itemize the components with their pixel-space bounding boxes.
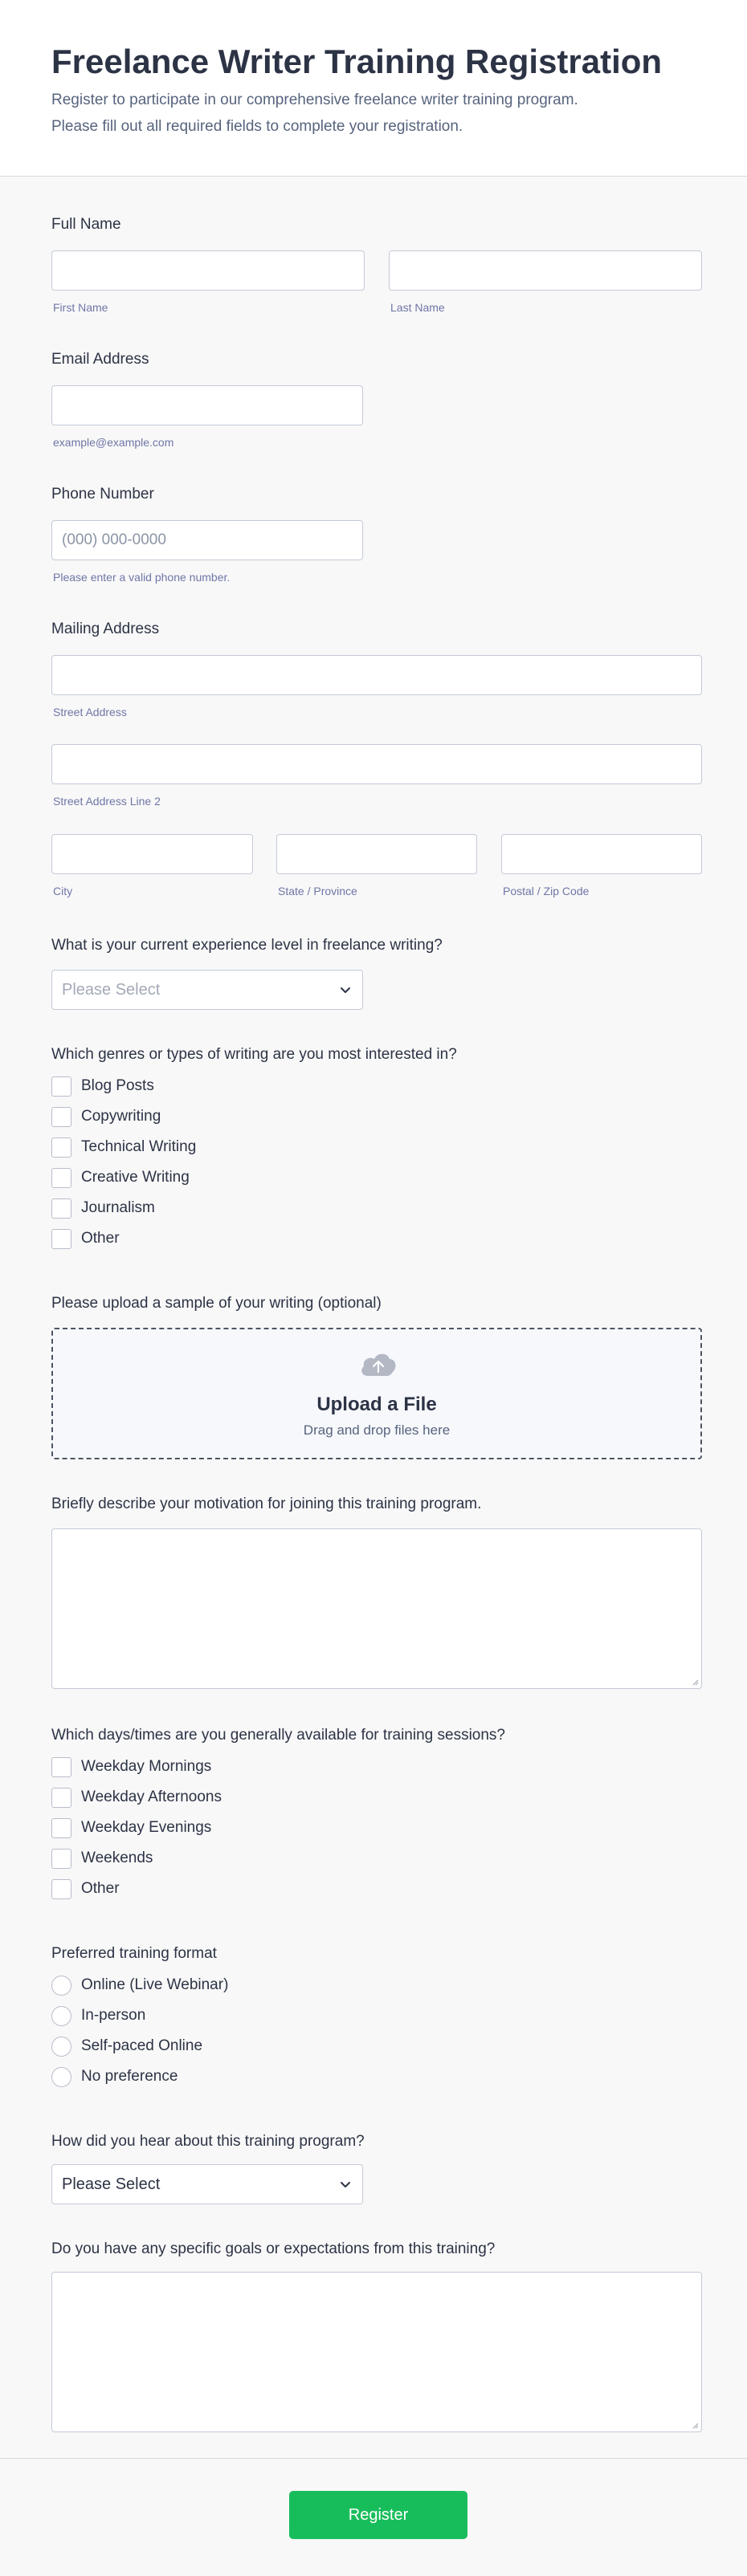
street-address-sublabel: Street Address [53,706,127,718]
phone-field [51,485,702,584]
availability-label: Which days/times are you generally available for training sessions? [51,1727,505,1744]
availability-option-weekday-afternoons[interactable]: Weekday Afternoons [51,1782,222,1813]
training-format-options [51,1970,228,2092]
email-field [51,350,702,449]
email-input[interactable] [51,385,363,425]
cloud-upload-icon [358,1349,398,1379]
genre-option-journalism[interactable]: Journalism [51,1193,196,1223]
availability-field [51,1726,702,1897]
phone-sublabel: Please enter a valid phone number. [53,571,231,584]
motivation-label: Briefly describe your motivation for joining this training program. [51,1496,482,1512]
checkbox[interactable] [51,1788,71,1808]
form-description-line-1: Register to participate in our comprehensive freelance writer training program. [51,92,578,108]
availability-option-weekends[interactable]: Weekends [51,1843,222,1874]
genre-option-copywriting[interactable]: Copywriting [51,1101,196,1132]
motivation-field [51,1495,702,1514]
training-format-field [51,1944,702,2085]
format-option-self-paced[interactable]: Self-paced Online [51,2031,228,2061]
format-option-online-webinar[interactable]: Online (Live Webinar) [51,1970,228,2000]
form-footer [0,2458,747,2576]
zip-input[interactable] [501,834,702,874]
state-sublabel: State / Province [278,885,357,897]
first-name-input[interactable] [51,250,365,291]
checkbox[interactable] [51,1757,71,1777]
genres-field [51,1045,702,1247]
genres-label: Which genres or types of writing are you most interested in? [51,1046,457,1063]
city-sublabel: City [53,885,73,897]
phone-input[interactable]: (000) 000-0000 [51,520,363,560]
genre-option-blog-posts[interactable]: Blog Posts [51,1071,196,1101]
checkbox[interactable] [51,1198,71,1219]
referral-label: How did you hear about this training program? [51,2133,365,2150]
goals-label: Do you have any specific goals or expectations from this training? [51,2240,496,2257]
form-header [0,0,747,177]
experience-select-value: Please Select [62,981,161,999]
referral-select[interactable] [51,2164,363,2204]
chevron-down-icon [338,2177,353,2191]
availability-option-weekday-mornings[interactable]: Weekday Mornings [51,1752,222,1782]
street-address-line2-input[interactable] [51,744,702,784]
resize-grip-icon[interactable] [691,1678,699,1686]
experience-field [51,936,702,999]
street-address-input[interactable] [51,655,702,695]
upload-title: Upload a File [316,1394,437,1415]
goals-field [51,2240,702,2259]
checkbox[interactable] [51,1879,71,1899]
file-upload-dropzone[interactable] [51,1328,702,1459]
experience-select[interactable] [51,970,363,1010]
radio-button[interactable] [51,2037,71,2057]
training-format-label: Preferred training format [51,1945,217,1962]
genre-option-creative-writing[interactable]: Creative Writing [51,1162,196,1193]
upload-label: Please upload a sample of your writing (optional) [51,1295,382,1312]
referral-select-value: Please Select [62,2175,161,2193]
checkbox[interactable] [51,1818,71,1838]
chevron-down-icon [338,983,353,997]
genre-option-other[interactable]: Other [51,1223,196,1254]
availability-options [51,1752,222,1904]
goals-textarea[interactable] [51,2272,702,2432]
format-option-no-preference[interactable]: No preference [51,2061,228,2092]
radio-button[interactable] [51,1976,71,1996]
radio-button[interactable] [51,2067,71,2087]
availability-option-weekday-evenings[interactable]: Weekday Evenings [51,1813,222,1843]
referral-field [51,2132,702,2193]
resize-grip-icon[interactable] [691,2421,699,2429]
format-option-in-person[interactable]: In-person [51,2000,228,2031]
experience-label: What is your current experience level in freelance writing? [51,937,443,954]
first-name-sublabel: First Name [53,301,108,314]
checkbox[interactable] [51,1107,71,1127]
availability-option-other[interactable]: Other [51,1874,222,1904]
email-sublabel: example@example.com [53,436,174,449]
upload-field [51,1294,702,1438]
state-input[interactable] [276,834,477,874]
checkbox[interactable] [51,1168,71,1188]
zip-sublabel: Postal / Zip Code [503,885,590,897]
city-input[interactable] [51,834,253,874]
checkbox[interactable] [51,1229,71,1249]
mailing-address-field [51,620,702,897]
checkbox[interactable] [51,1137,71,1158]
upload-subtitle: Drag and drop files here [303,1422,451,1438]
email-label: Email Address [51,351,149,368]
street-address-line2-sublabel: Street Address Line 2 [53,795,161,808]
last-name-sublabel: Last Name [390,301,445,314]
genre-option-technical-writing[interactable]: Technical Writing [51,1132,196,1162]
checkbox[interactable] [51,1076,71,1097]
register-button[interactable]: Register [289,2491,467,2539]
page-title: Freelance Writer Training Registration [51,43,663,80]
form-description-line-2: Please fill out all required fields to complete your registration. [51,118,463,135]
phone-label: Phone Number [51,486,154,503]
full-name-field [51,215,702,314]
motivation-textarea[interactable] [51,1528,702,1689]
mailing-address-label: Mailing Address [51,621,160,637]
checkbox[interactable] [51,1849,71,1869]
genres-options [51,1071,196,1254]
last-name-input[interactable] [389,250,702,291]
full-name-label: Full Name [51,216,121,233]
radio-button[interactable] [51,2006,71,2026]
